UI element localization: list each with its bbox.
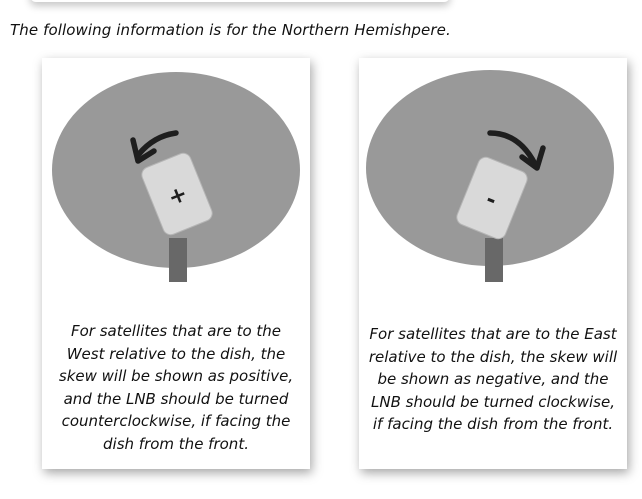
intro-text: The following information is for the Northern Hemishpere. bbox=[10, 21, 451, 39]
dish-diagram-east bbox=[359, 58, 627, 293]
card-caption: For satellites that are to the East relative to the dish, the skew will be shown as negative, and the LNB should be turned clockwise, if facing the dish from the front. bbox=[368, 325, 618, 433]
card-east-negative-skew bbox=[359, 58, 627, 469]
dish-diagram-west bbox=[42, 58, 310, 293]
lnb-sign-label: + bbox=[164, 181, 192, 212]
lnb-sign-label: - bbox=[482, 187, 500, 214]
top-shadow-decoration bbox=[30, 0, 450, 2]
card-caption: For satellites that are to the West relative to the dish, the skew will be shown as positive, and the LNB should be turned counterclockwise, if facing the dish from the front. bbox=[58, 322, 294, 453]
card-west-positive-skew bbox=[42, 58, 310, 469]
dish-support-pole bbox=[485, 238, 503, 282]
dish-support-pole bbox=[169, 238, 187, 282]
